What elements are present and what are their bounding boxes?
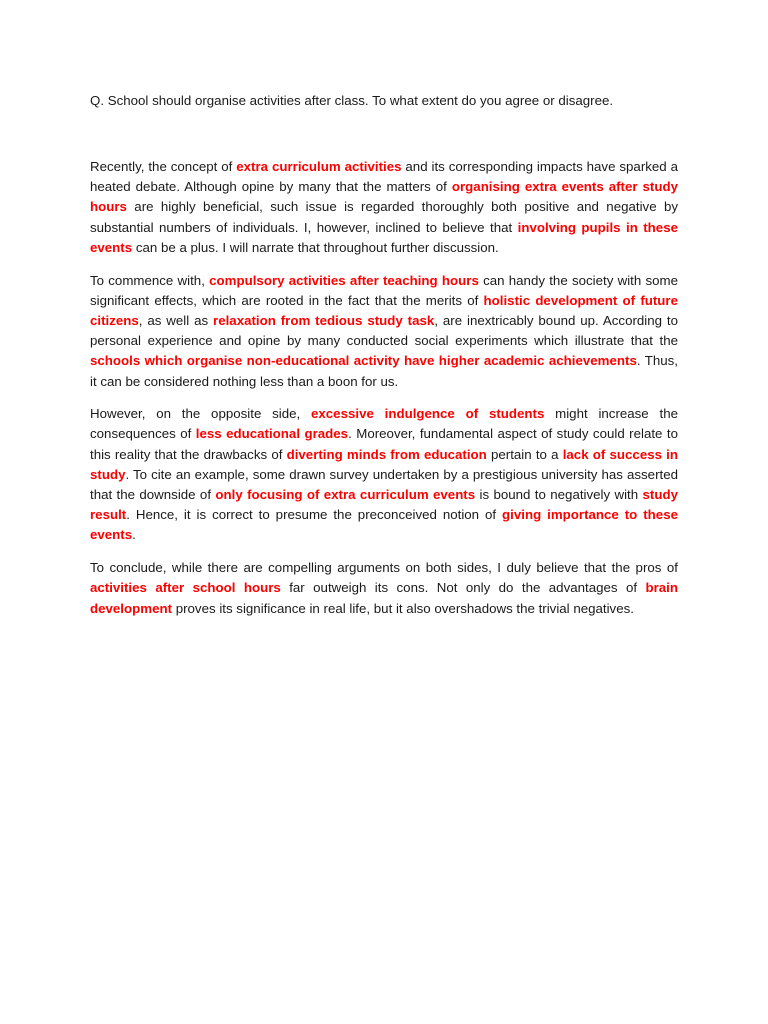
highlighted-phrase: schools which organise non-educational activity have higher academic achievements <box>90 353 637 369</box>
highlighted-phrase: only focusing of extra curriculum events <box>215 487 476 503</box>
paragraph-text: . Hence, it is correct to presume the preconceived notion of <box>126 507 503 523</box>
highlighted-phrase: holistic development of future citizens <box>90 292 678 328</box>
paragraph-text: . Thus, it can be considered nothing less than a boon for us. <box>90 353 679 389</box>
essay-paragraph-1 <box>90 157 678 258</box>
highlighted-phrase: relaxation from tedious study task <box>213 312 435 328</box>
highlighted-phrase: involving pupils in these events <box>90 219 678 255</box>
highlighted-phrase: excessive indulgence of students <box>311 406 545 422</box>
paragraph-text: far outweigh its cons. Not only do the advantages of <box>280 580 646 596</box>
highlighted-phrase: brain development <box>90 580 678 616</box>
highlighted-phrase: study result <box>90 487 678 523</box>
paragraph-text: . To cite an example, some drawn survey undertaken by a prestigious university has asserted that the downside of <box>90 466 678 503</box>
paragraph-text: might increase the consequences of <box>90 406 678 442</box>
highlighted-phrase: lack of success in study <box>90 446 679 482</box>
highlighted-phrase: activities after school hours <box>90 580 281 596</box>
essay-paragraph-4 <box>90 558 678 619</box>
paragraph-text: is bound to negatively with <box>475 487 643 503</box>
essay-paragraph-3 <box>90 404 678 545</box>
paragraph-text: . <box>132 527 136 543</box>
highlighted-phrase: giving importance to these events <box>90 507 678 543</box>
paragraph-text: pertain to a <box>486 446 563 462</box>
document-page <box>90 91 678 631</box>
highlighted-phrase: less educational grades <box>195 426 349 442</box>
paragraph-text: are highly beneficial, such issue is regarded thoroughly both positive and negative by substantial numbers of individuals. I, however, inclined to believe that <box>90 199 678 235</box>
paragraph-text: . Moreover, fundamental aspect of study could relate to this reality that the drawbacks of <box>90 426 679 462</box>
paragraph-text: Recently, the concept of <box>90 159 237 174</box>
essay-paragraph-2 <box>90 271 678 392</box>
paragraph-text: can be a plus. I will narrate that throughout further discussion. <box>132 239 499 255</box>
highlighted-phrase: compulsory activities after teaching hours <box>209 272 479 288</box>
paragraph-text: To commence with, <box>90 272 210 288</box>
paragraph-text: However, on the opposite side, <box>90 406 311 422</box>
paragraph-text: proves its significance in real life, but it also overshadows the trivial negatives. <box>172 600 634 616</box>
paragraph-text: and its corresponding impacts have sparked a heated debate. Although opine by many that the matters of <box>90 159 678 195</box>
essay-body <box>90 157 678 619</box>
essay-question: Q. School should organise activities after class. To what extent do you agree or disagree. <box>90 93 614 108</box>
highlighted-phrase: diverting minds from education <box>286 446 487 462</box>
highlighted-phrase: extra curriculum activities <box>236 159 402 174</box>
paragraph-text: , are inextricably bound up. According to personal experience and opine by many conducted social experiments which illustrate that the <box>90 312 679 349</box>
paragraph-text: To conclude, while there are compelling arguments on both sides, I duly believe that the pros of <box>90 560 678 576</box>
paragraph-text: can handy the society with some significant effects, which are rooted in the fact that the merits of <box>90 272 678 308</box>
highlighted-phrase: organising extra events after study hours <box>90 179 678 215</box>
paragraph-text: , as well as <box>138 312 214 328</box>
